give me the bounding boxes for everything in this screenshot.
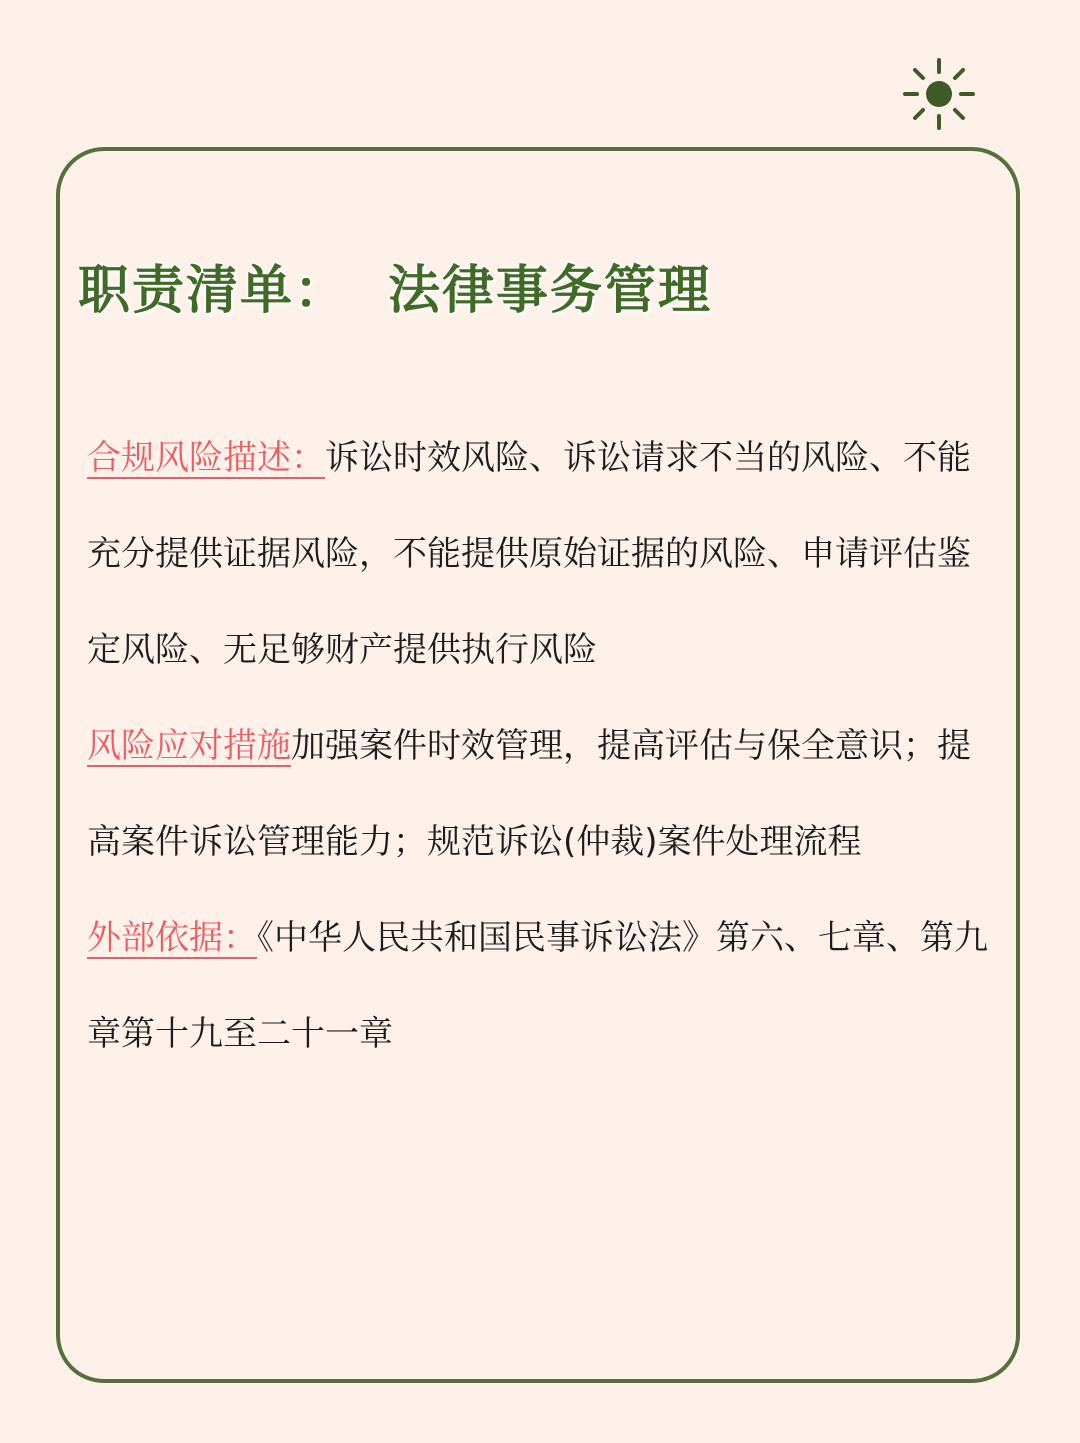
title-prefix: 职责清单： <box>78 261 349 321</box>
section-label: 风险应对措施 <box>87 726 291 766</box>
section-risk-response <box>87 698 997 890</box>
page-title <box>78 256 712 326</box>
content-body <box>87 410 997 1082</box>
section-compliance-risk <box>87 410 997 698</box>
sun-icon <box>902 57 976 131</box>
section-text: 诉讼时效风险、诉讼请求不当的风险、不能充分提供证据风险，不能提供原始证据的风险、申请评估鉴定风险、无足够财产提供执行风险 <box>87 438 971 670</box>
section-label: 合规风险描述： <box>87 438 325 478</box>
section-text: 《中华人民共和国民事诉讼法》第六、七章、第九章第十九至二十一章 <box>87 918 988 1054</box>
section-label: 外部依据： <box>87 918 257 958</box>
title-subject: 法律事务管理 <box>388 261 713 321</box>
section-text: 加强案件时效管理，提高评估与保全意识；提高案件诉讼管理能力；规范诉讼(仲裁)案件处理流程 <box>87 726 971 862</box>
section-external-basis <box>87 890 997 1082</box>
